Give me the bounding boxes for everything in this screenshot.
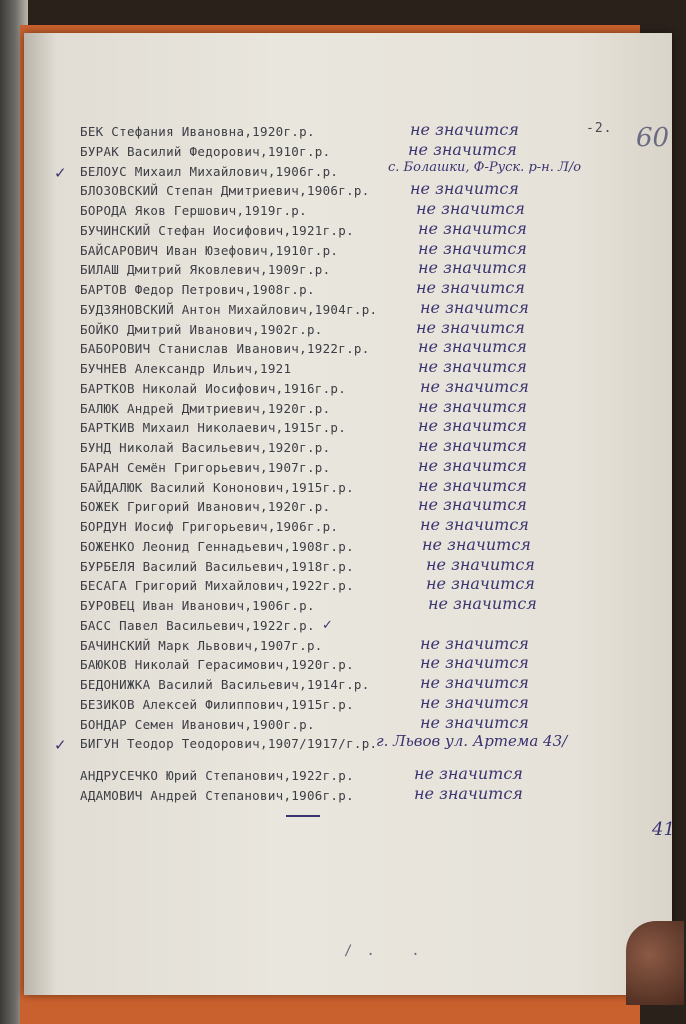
entry-name: БЛОЗОВСКИЙ Степан Дмитриевич,1906г.р. <box>80 183 370 199</box>
entry-name: БОЖЕНКО Леонид Геннадьевич,1908г.р. <box>80 538 354 554</box>
entry-status: не значится <box>420 653 529 673</box>
list-item <box>24 783 664 808</box>
entry-name: БАЙДАЛЮК Василий Кононович,1915г.р. <box>80 479 354 495</box>
list-item <box>24 120 664 144</box>
list-item <box>24 495 664 519</box>
list-item <box>24 692 664 717</box>
entry-status: не значится <box>426 574 535 594</box>
entry-name: БАРТОВ Федор Петрович,1908г.р. <box>80 282 315 297</box>
entry-status: не значится <box>418 436 527 455</box>
entry-status: не значится <box>414 764 523 783</box>
entry-status: не значится <box>416 199 525 218</box>
list-item <box>24 455 664 480</box>
check-mark: ✓ <box>54 163 67 182</box>
list-item <box>24 732 664 756</box>
list-item <box>24 673 664 697</box>
list-item <box>24 258 664 282</box>
entry-name: БУЧНЕВ Александр Ильич,1921 <box>80 361 292 376</box>
entry-status: не значится <box>418 238 527 258</box>
list-item <box>24 653 664 677</box>
entry-status: не значится <box>420 297 529 317</box>
list-item <box>24 278 664 302</box>
entry-status: не значится <box>426 554 535 574</box>
extra-note: 41 <box>652 819 675 840</box>
entry-name: БАРТКОВ Николай Иосифович,1916г.р. <box>80 380 347 396</box>
list-item <box>24 712 664 737</box>
list-item <box>24 618 664 638</box>
entry-name: АДАМОВИЧ Андрей Степанович,1906г.р. <box>80 787 354 803</box>
entry-status: не значится <box>418 455 527 475</box>
list-item <box>24 199 664 223</box>
page-number: -2. <box>586 121 613 136</box>
list-item <box>24 416 664 440</box>
entry-name: БОНДАР Семен Иванович,1900г.р. <box>80 716 315 732</box>
entry-name: БУРБЕЛЯ Василий Васильевич,1918г.р. <box>80 558 354 574</box>
entry-status: не значится <box>418 258 527 278</box>
thumb <box>626 921 684 1005</box>
entry-status: не значится <box>416 278 525 297</box>
entry-status: не значится <box>420 515 529 534</box>
list-item <box>24 515 664 539</box>
list-item <box>24 764 664 788</box>
folio-number: 60 <box>636 123 670 153</box>
entry-status: не значится <box>428 594 537 613</box>
entry-name: БЕСАГА Григорий Михайлович,1922г.р. <box>80 578 354 594</box>
entry-status: не значится <box>416 317 525 337</box>
entry-status: не значится <box>422 534 531 554</box>
list-item <box>24 436 664 460</box>
entry-status: г. Львов ул. Артема 43/ <box>376 732 568 751</box>
entry-name: БЕДОНИЖКА Василий Васильевич,1914г.р. <box>80 677 370 692</box>
entry-status: не значится <box>410 179 519 199</box>
entry-name: БАРАН Семён Григорьевич,1907г.р. <box>80 459 331 475</box>
entry-status: не значится <box>420 376 529 396</box>
entry-name: БИГУН Теодор Теодорович,1907/1917/г.р. <box>80 736 378 752</box>
entry-status: не значится <box>418 218 527 238</box>
check-mark: ✓ <box>54 736 67 755</box>
list-item <box>24 396 664 421</box>
entry-status: не значится <box>418 475 527 495</box>
list-item <box>24 633 664 658</box>
entry-name: БАЙСАРОВИЧ Иван Юзефович,1910г.р. <box>80 242 339 258</box>
list-item <box>24 317 664 342</box>
entry-name: БАЧИНСКИЙ Марк Львович,1907г.р. <box>80 637 323 653</box>
entry-status: с. Болашки, Ф-Руск. р-н. Л/о <box>388 159 582 175</box>
entry-status: не значится <box>418 396 527 416</box>
list-item <box>24 574 664 598</box>
entry-name: БАРТКИВ Михаил Николаевич,1915г.р. <box>80 420 347 436</box>
entry-status: не значится <box>420 712 529 732</box>
entry-name: БОЖЕК Григорий Иванович,1920г.р. <box>80 499 331 515</box>
year-underline <box>286 815 320 817</box>
entry-name: БОЙКО Дмитрий Иванович,1902г.р. <box>80 321 323 337</box>
entry-name: БЕЗИКОВ Алексей Филиппович,1915г.р. <box>80 696 354 712</box>
list-item <box>24 554 664 579</box>
bottom-marks: /. . <box>344 943 434 959</box>
list-item <box>24 357 664 381</box>
list-item <box>24 475 664 500</box>
list-item <box>24 218 664 243</box>
entry-status: не значится <box>420 633 529 653</box>
list-item <box>24 594 664 618</box>
entry-name: АНДРУСЕЧКО Юрий Степанович,1922г.р. <box>80 768 354 783</box>
entry-name: БАЮКОВ Николай Герасимович,1920г.р. <box>80 657 354 673</box>
list-item <box>24 297 664 322</box>
check-mark: ✓ <box>322 617 333 633</box>
entry-name: БАБОРОВИЧ Станислав Иванович,1922г.р. <box>80 341 370 357</box>
entry-name: БИЛАШ Дмитрий Яковлевич,1909г.р. <box>80 262 331 278</box>
entry-name: БОРОДА Яков Гершович,1919г.р. <box>80 203 307 218</box>
entry-status: не значится <box>418 357 527 376</box>
list-item <box>24 238 664 263</box>
entry-name: БУЧИНСКИЙ Стефан Иосифович,1921г.р. <box>80 222 354 238</box>
entry-status: не значится <box>418 416 527 436</box>
list-item <box>24 534 664 559</box>
entry-status: не значится <box>418 495 527 515</box>
entry-name: БЕЛОУС Михаил Михайлович,1906г.р. <box>80 163 339 179</box>
entry-name: БУНД Николай Васильевич,1920г.р. <box>80 440 331 455</box>
entry-name: БОРДУН Иосиф Григорьевич,1906г.р. <box>80 519 339 534</box>
entry-status: не значится <box>420 692 529 712</box>
entry-name: БЕК Стефания Ивановна,1920г.р. <box>80 124 315 139</box>
entry-status: не значится <box>420 673 529 692</box>
entry-name: БУРОВЕЦ Иван Иванович,1906г.р. <box>80 598 315 613</box>
entry-status: не значится <box>414 783 523 803</box>
entry-name: БУДЗЯНОВСКИЙ Антон Михайлович,1904г.р. <box>80 301 378 317</box>
list-item <box>24 376 664 401</box>
entry-status: не значится <box>408 139 517 159</box>
list-item <box>24 179 664 203</box>
entry-status: не значится <box>418 337 527 357</box>
list-item <box>24 159 664 184</box>
entry-name: БАЛЮК Андрей Дмитриевич,1920г.р. <box>80 400 331 416</box>
entry-status: не значится <box>410 120 519 139</box>
entry-name: БУРАК Василий Федорович,1910г.р. <box>80 143 331 159</box>
entry-name: БАСС Павел Васильевич,1922г.р. <box>80 617 315 633</box>
list-item <box>24 337 664 361</box>
document-page <box>24 33 675 995</box>
